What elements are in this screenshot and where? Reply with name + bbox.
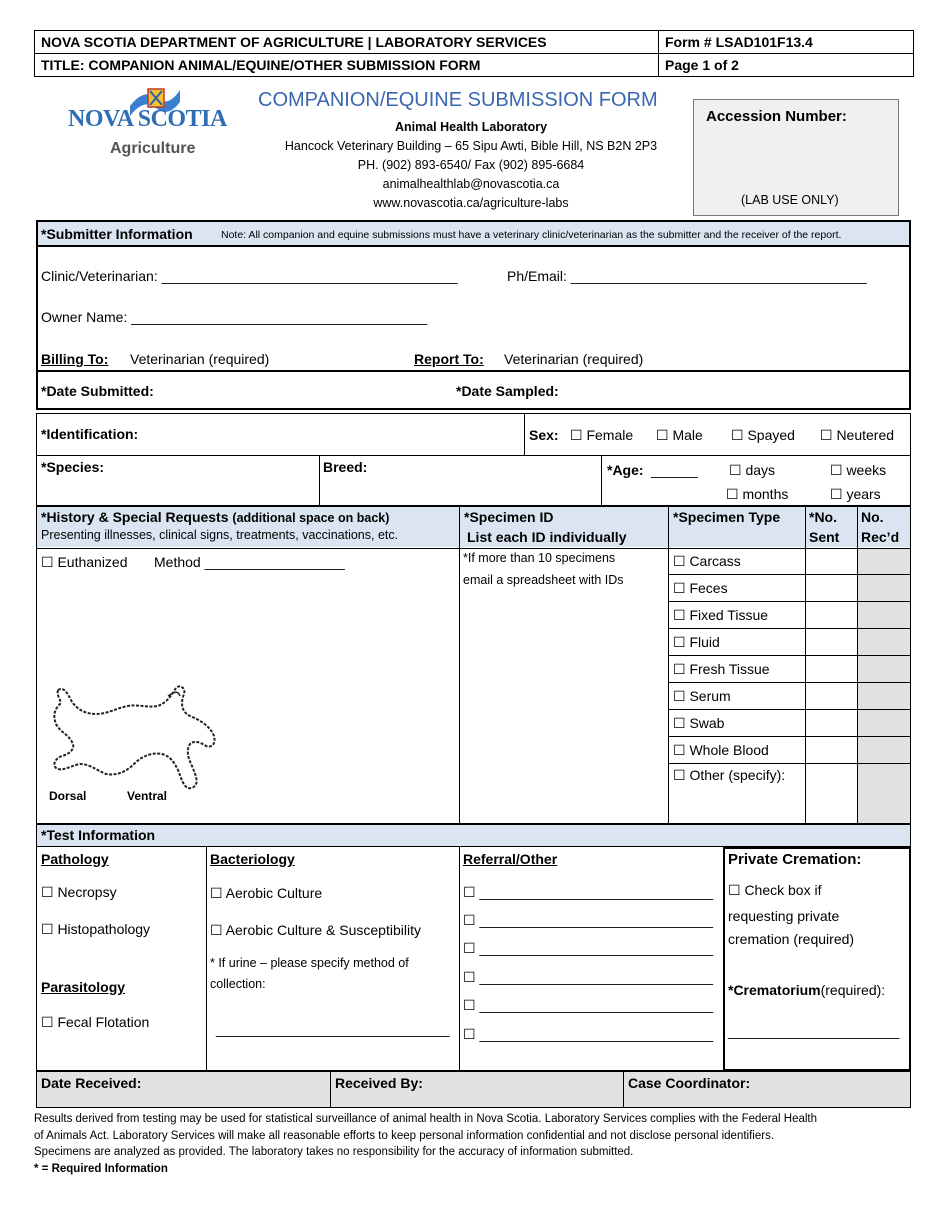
billing-to-value: Veterinarian (required) bbox=[130, 351, 270, 367]
ventral-label: Ventral bbox=[127, 789, 168, 803]
sex-spayed-checkbox[interactable]: ☐ Spayed bbox=[731, 427, 795, 443]
sex-divider bbox=[524, 413, 525, 455]
specimen-type-checkbox[interactable]: ☐ Whole Blood bbox=[673, 742, 769, 758]
specimen-type-checkbox[interactable]: ☐ Swab bbox=[673, 715, 725, 731]
header-vdivider bbox=[658, 30, 659, 77]
identification-field[interactable]: *Identification: bbox=[41, 426, 139, 442]
footer-line-3: Specimens are analyzed as provided. The laboratory takes no responsibility for the accuracy of information submitted. bbox=[34, 1146, 634, 1158]
no-sent-heading-1: *No. bbox=[809, 509, 837, 525]
lab-web[interactable]: www.novascotia.ca/agriculture-labs bbox=[373, 196, 569, 210]
lab-use-divider-1 bbox=[330, 1071, 331, 1108]
urine-note-1: * If urine – please specify method of bbox=[210, 956, 409, 970]
header-title: TITLE: COMPANION ANIMAL/EQUINE/OTHER SUBMISSION FORM bbox=[41, 57, 481, 73]
bacteriology-vdivider bbox=[459, 846, 460, 1071]
age-days-checkbox[interactable]: ☐ days bbox=[729, 462, 776, 478]
logo-name: NOVA SCOTIA bbox=[68, 106, 227, 132]
age-weeks-checkbox[interactable]: ☐ weeks bbox=[830, 462, 887, 478]
specimen-type-checkbox[interactable]: ☐ Fixed Tissue bbox=[673, 607, 769, 623]
footer-disclaimer bbox=[34, 1111, 919, 1177]
specimen-type-checkbox[interactable]: ☐ Feces bbox=[673, 580, 728, 596]
clinic-veterinarian-field[interactable]: Clinic/Veterinarian: ______________________________________ bbox=[41, 268, 458, 284]
age-months-checkbox[interactable]: ☐ months bbox=[726, 486, 789, 502]
history-heading: *History & Special Requests bbox=[41, 509, 229, 525]
specimen-type-checkbox[interactable]: ☐ Fluid bbox=[673, 634, 720, 650]
age-field[interactable]: ______ bbox=[651, 462, 698, 478]
no-sent-cell[interactable] bbox=[806, 548, 857, 574]
submitter-heading: *Submitter Information bbox=[41, 226, 193, 242]
lab-name: Animal Health Laboratory bbox=[394, 120, 548, 134]
referral-field-1[interactable]: ☐ ______________________________ bbox=[463, 884, 714, 900]
private-cremation-heading: Private Cremation: bbox=[728, 851, 862, 868]
fecal-flotation-checkbox[interactable]: ☐ Fecal Flotation bbox=[41, 1014, 150, 1030]
specimen-id-note-2: email a spreadsheet with IDs bbox=[463, 573, 624, 587]
aerobic-susceptibility-checkbox[interactable]: ☐ Aerobic Culture & Susceptibility bbox=[210, 922, 421, 938]
specimen-type-heading: *Specimen Type bbox=[673, 509, 781, 525]
specimen-id-note-1: *If more than 10 specimens bbox=[463, 551, 616, 565]
accession-label: Accession Number: bbox=[706, 108, 847, 125]
referral-field-2[interactable]: ☐ ______________________________ bbox=[463, 912, 714, 928]
no-sent-cell[interactable] bbox=[806, 575, 857, 601]
no-sent-heading-2: Sent bbox=[809, 529, 840, 545]
lab-use-row bbox=[36, 1071, 911, 1108]
pathology-vdivider bbox=[206, 846, 207, 1071]
phone-email-field[interactable]: Ph/Email: ______________________________________ bbox=[507, 268, 867, 284]
header-form-number: Form # LSAD101F13.4 bbox=[665, 34, 813, 50]
no-sent-cell[interactable] bbox=[806, 737, 857, 763]
history-heading-note: (additional space on back) bbox=[232, 511, 390, 525]
lab-address: Hancock Veterinary Building – 65 Sipu Awti, Bible Hill, NS B2N 2P3 bbox=[284, 139, 658, 153]
referral-field-5[interactable]: ☐ ______________________________ bbox=[463, 997, 714, 1013]
specimen-type-row bbox=[668, 602, 911, 629]
referral-heading: Referral/Other bbox=[463, 851, 558, 867]
animal-outline-diagram[interactable] bbox=[50, 684, 230, 794]
no-sent-cell[interactable] bbox=[806, 764, 857, 823]
owner-name-field[interactable]: Owner Name: ______________________________________ bbox=[41, 309, 428, 325]
no-recd-heading-2: Rec’d bbox=[861, 529, 900, 545]
no-recd-heading-1: No. bbox=[861, 509, 884, 525]
euthanasia-method-field[interactable]: Method __________________ bbox=[154, 554, 345, 570]
animal-row-divider bbox=[36, 455, 911, 456]
sex-neutered-checkbox[interactable]: ☐ Neutered bbox=[820, 427, 895, 443]
specimen-type-row bbox=[668, 575, 911, 602]
test-header-bg bbox=[37, 825, 910, 846]
referral-field-6[interactable]: ☐ ______________________________ bbox=[463, 1026, 714, 1042]
date-row-divider bbox=[36, 370, 911, 372]
header-divider bbox=[34, 53, 914, 54]
sex-male-checkbox[interactable]: ☐ Male bbox=[656, 427, 703, 443]
specimen-type-row bbox=[668, 683, 911, 710]
form-title: COMPANION/EQUINE SUBMISSION FORM bbox=[258, 89, 658, 111]
nova-scotia-logo bbox=[66, 84, 241, 164]
species-divider bbox=[319, 455, 320, 506]
submitter-header-divider bbox=[36, 245, 911, 247]
species-field[interactable]: *Species: bbox=[41, 459, 105, 475]
report-to-value: Veterinarian (required) bbox=[504, 351, 644, 367]
specimen-type-row bbox=[668, 629, 911, 656]
sex-female-checkbox[interactable]: ☐ Female bbox=[570, 427, 634, 443]
breed-divider bbox=[601, 455, 602, 506]
lab-email: animalhealthlab@novascotia.ca bbox=[382, 177, 560, 191]
date-submitted-field[interactable]: *Date Submitted: bbox=[41, 383, 154, 399]
dorsal-label: Dorsal bbox=[49, 789, 87, 803]
specimen-id-subheading: List each ID individually bbox=[467, 529, 627, 545]
footer-line-2: of Animals Act. Laboratory Services will make all reasonable efforts to keep personal information confidential and not disclose personal identifiers. bbox=[34, 1129, 775, 1142]
lab-info bbox=[258, 118, 684, 213]
test-info-heading: *Test Information bbox=[41, 827, 156, 843]
no-sent-cell[interactable] bbox=[806, 683, 857, 709]
crematorium-label-row bbox=[728, 982, 885, 999]
pathology-heading: Pathology bbox=[41, 851, 109, 867]
date-received-field: Date Received: bbox=[41, 1075, 142, 1091]
history-vdivider bbox=[459, 506, 460, 824]
sex-label: Sex: bbox=[529, 427, 559, 443]
crematorium-required: (required): bbox=[820, 982, 886, 998]
parasitology-heading: Parasitology bbox=[41, 979, 126, 995]
lab-use-divider-2 bbox=[623, 1071, 624, 1108]
accession-note: (LAB USE ONLY) bbox=[741, 193, 839, 207]
report-to-label: Report To: bbox=[414, 351, 484, 367]
private-cremation-text-3: cremation (required) bbox=[728, 931, 855, 947]
case-coordinator-field: Case Coordinator: bbox=[628, 1075, 751, 1091]
specimen-type-checkbox[interactable]: ☐ Fresh Tissue bbox=[673, 661, 770, 677]
specimen-type-checkbox[interactable]: ☐ Carcass bbox=[673, 553, 741, 569]
no-sent-cell[interactable] bbox=[806, 629, 857, 655]
specimen-type-list bbox=[668, 548, 911, 823]
specimen-id-heading: *Specimen ID bbox=[464, 509, 554, 525]
urine-method-field[interactable]: ______________________________ bbox=[216, 1021, 450, 1037]
referral-field-4[interactable]: ☐ ______________________________ bbox=[463, 969, 714, 985]
header-page: Page 1 of 2 bbox=[665, 57, 739, 73]
crematorium-field[interactable]: ______________________ bbox=[728, 1023, 900, 1039]
crematorium-label: *Crematorium bbox=[728, 982, 821, 998]
necropsy-checkbox[interactable]: ☐ Necropsy bbox=[41, 884, 117, 900]
no-sent-cell[interactable] bbox=[806, 656, 857, 682]
breed-field[interactable]: Breed: bbox=[323, 459, 368, 475]
specimen-type-row bbox=[668, 764, 911, 823]
specimen-type-row bbox=[668, 710, 911, 737]
private-cremation-checkbox[interactable]: ☐ Check box if bbox=[728, 882, 822, 898]
footer-required-note: * = Required Information bbox=[34, 1162, 168, 1175]
urine-note-2: collection: bbox=[210, 977, 266, 991]
no-sent-cell[interactable] bbox=[806, 602, 857, 628]
specimen-type-row bbox=[668, 737, 911, 764]
aerobic-culture-checkbox[interactable]: ☐ Aerobic Culture bbox=[210, 885, 323, 901]
specimen-type-checkbox[interactable]: ☐ Serum bbox=[673, 688, 731, 704]
billing-to-label: Billing To: bbox=[41, 351, 109, 367]
referral-field-3[interactable]: ☐ ______________________________ bbox=[463, 940, 714, 956]
lab-phone: PH. (902) 893-6540/ Fax (902) 895-6684 bbox=[357, 158, 585, 172]
euthanized-checkbox[interactable]: ☐ Euthanized bbox=[41, 554, 128, 570]
no-sent-cell[interactable] bbox=[806, 710, 857, 736]
specimen-type-row bbox=[668, 548, 911, 575]
submitter-note: Note: All companion and equine submissions must have a veterinary clinic/veterinarian as the submitter and the receiver of the report. bbox=[221, 229, 842, 241]
specimen-type-checkbox[interactable]: ☐ Other (specify): bbox=[673, 767, 786, 783]
date-sampled-field[interactable]: *Date Sampled: bbox=[456, 383, 559, 399]
logo-sub: Agriculture bbox=[110, 140, 196, 157]
histopathology-checkbox[interactable]: ☐ Histopathology bbox=[41, 921, 151, 937]
private-cremation-text-2: requesting private bbox=[728, 908, 840, 924]
received-by-field: Received By: bbox=[335, 1075, 423, 1091]
specimen-type-row bbox=[668, 656, 911, 683]
bacteriology-heading: Bacteriology bbox=[210, 851, 295, 867]
age-label: *Age: bbox=[607, 462, 644, 478]
history-subheading: Presenting illnesses, clinical signs, treatments, vaccinations, etc. bbox=[41, 528, 399, 542]
age-years-checkbox[interactable]: ☐ years bbox=[830, 486, 881, 502]
footer-line-1: Results derived from testing may be used for statistical surveillance of animal health in Nova Scotia. Laboratory Services complies with the Federal Health bbox=[34, 1113, 818, 1125]
header-dept: NOVA SCOTIA DEPARTMENT OF AGRICULTURE | LABORATORY SERVICES bbox=[41, 34, 547, 50]
history-heading-row bbox=[41, 509, 389, 526]
